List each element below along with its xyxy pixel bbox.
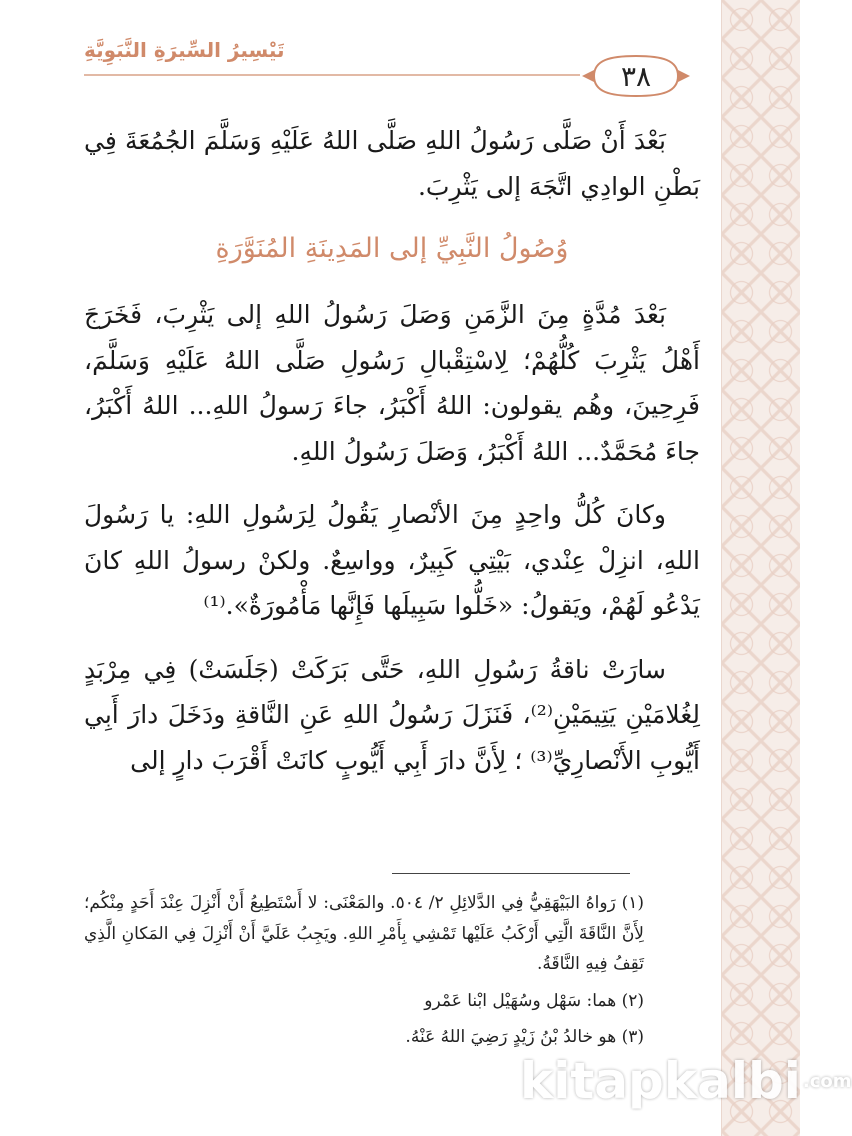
page-number: ٣٨: [620, 59, 652, 93]
footnote-3: (٣) هو خالدُ بْنُ زَيْدٍ رَضِيَ اللهُ عَنْهُ.: [405, 1027, 644, 1048]
paragraph-4: سارَتْ ناقةُ رَسُولِ اللهِ، حَتَّى بَرَكَتْ (جَلَسَتْ) فِي مِرْبَدٍ لِغُلامَيْنِ يَتِيمَيْنِ⁽²⁾، فَنَزَلَ رَسُولُ اللهِ عَنِ النَّاقةِ ودَخَلَ دارَ أَبِي أَيُّوبِ الأَنْصارِيِّ⁽³⁾ ؛ لِأَنَّ دارَ أَبِي أَيُّوبٍ كانَتْ أَقْرَبَ دارٍ إلى: [84, 654, 700, 775]
section-heading: وُصُولُ النَّبِيِّ إلى المَدِينَةِ المُنَوَّرَةِ: [215, 233, 569, 264]
side-pattern-border: [721, 0, 800, 1136]
footnote-1: (١) رَواهُ البَيْهَقِيُّ فِي الدَّلائِلِ ٢/ ٥٠٤. والمَعْنَى: لا أَسْتَطِيعُ أَنْ أَنْزِلَ عِنْدَ أَحَدٍ مِنْكُم؛ لِأَنَّ النَّاقَةَ الَّتِي أَرْكَبُ عَلَيْها تَمْشِي بِأَمْرِ اللهِ. ويَجِبُ عَلَيَّ أَنْ أَنْزِلَ فِي المَكانِ الَّذِي تَقِفُ فِيهِ النَّاقَةُ.: [84, 893, 644, 975]
book-title: تَيْسِيرُ السِّيرَةِ النَّبَوِيَّةِ: [84, 38, 285, 62]
watermark-suffix: .com: [802, 1070, 852, 1092]
page-header: [0, 0, 720, 110]
main-text: [84, 118, 700, 801]
footnote-2: (٢) هما: سَهْل وسُهَيْل ابْنا عَمْرو: [424, 990, 644, 1011]
paragraph-1: بَعْدَ أَنْ صَلَّى رَسُولُ اللهِ صَلَّى اللهُ عَلَيْهِ وَسَلَّمَ الجُمُعَةَ فِي بَطْنِ الوادِي اتَّجَهَ إلى يَثْرِبَ.: [84, 126, 700, 201]
page-number-badge: [580, 50, 692, 102]
paragraph-3: وكانَ كُلُّ واحِدٍ مِنَ الأنْصارِ يَقُولُ لِرَسُولِ اللهِ: يا رَسُولَ اللهِ، انزِلْ عِنْدي، بَيْتِي كَبِيرٌ، وواسِعٌ. ولكنْ رسولُ اللهِ كانَ يَدْعُو لَهُمْ، ويَقولُ: «خَلُّوا سَبِيلَها فَإِنَّها مَأْمُورَةٌ».⁽¹⁾: [84, 500, 700, 621]
header-divider: [84, 74, 580, 76]
footnote-divider: [392, 873, 630, 874]
paragraph-2: بَعْدَ مُدَّةٍ مِنَ الزَّمَنِ وَصَلَ رَسُولُ اللهِ إلى يَثْرِبَ، فَخَرَجَ أَهْلُ يَثْرِبَ كُلُّهُمْ؛ لِاسْتِقْبالِ رَسُولِ صَلَّى اللهُ عَلَيْهِ وَسَلَّمَ، فَرِحِينَ، وهُم يقولون: اللهُ أَكْبَرُ، جاءَ رَسولُ اللهِ... اللهُ أَكْبَرُ، جاءَ مُحَمَّدٌ... اللهُ أَكْبَرُ، وَصَلَ رَسُولُ اللهِ.: [84, 300, 700, 466]
watermark-text: kitapkalbi: [520, 1052, 801, 1110]
footnotes: [84, 888, 644, 1059]
watermark-logo: [520, 1036, 852, 1126]
